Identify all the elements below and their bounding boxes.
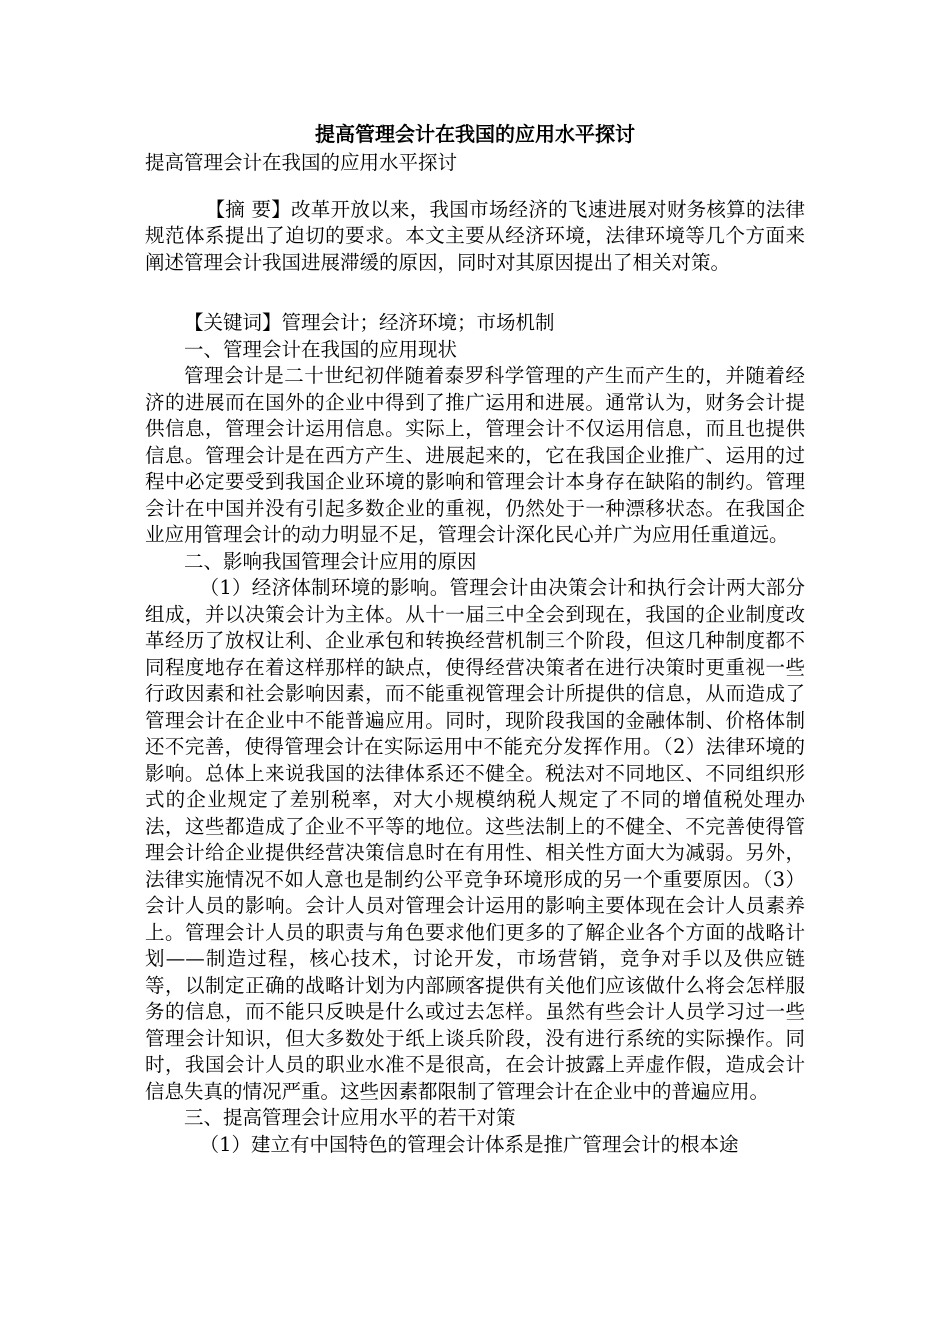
document-subtitle: 提高管理会计在我国的应用水平探讨 bbox=[145, 151, 458, 174]
keywords-line: 【关键词】管理会计；经济环境；市场机制 bbox=[184, 311, 555, 334]
section-1-body: 管理会计是二十世纪初伴随着泰罗科学管理的产生而产生的，并随着经济的进展而在国外的企业中得到了推广运用和进展。通常认为，财务会计提供信息，管理会计运用信息。实际上，管理会计不仅运用信息，而且也提供信息。管理会计是在西方产生、进展起来的，它在我国企业推广、运用的过程中必定要受到我国企业环境的影响和管理会计本身存在缺陷的制约。管理会计在中国并没有引起多数企业的重视，仍然处于一种漂移状态。在我国企业应用管理会计的动力明显不足，管理会计深化民心并广为应用任重道远。 bbox=[145, 364, 805, 546]
document-title: 提高管理会计在我国的应用水平探讨 bbox=[315, 122, 635, 146]
section-2-body: （1）经济体制环境的影响。管理会计由决策会计和执行会计两大部分组成，并以决策会计为主体。从十一届三中全会到现在，我国的企业制度改革经历了放权让利、企业承包和转换经营机制三个阶段，但这几种制度都不同程度地存在着这样那样的缺点，使得经营决策者在进行决策时更重视一些行政因素和社会影响因素，而不能重视管理会计所提供的信息，从而造成了管理会计在企业中不能普遍应用。同时，现阶段我国的金融体制、价格体制还不完善，使得管理会计在实际运用中不能充分发挥作用。（2）法律环境的影响。总体上来说我国的法律体系还不健全。税法对不同地区、不同组织形式的企业规定了差别税率，对大小规模纳税人规定了不同的增值税处理办法，这些都造成了企业不平等的地位。这些法制上的不健全、不完善使得管理会计给企业提供经营决策信息时在有用性、相关性方面大为减弱。另外，法律实施情况不如人意也是制约公平竞争环境形成的另一个重要原因。（3）会计人员的影响。会计人员对管理会计运用的影响主要体现在会计人员素养上。管理会计人员的职责与角色要求他们更多的了解企业各个方面的战略计划——制造过程，核心技术，讨论开发，市场营销，竞争对手以及供应链等，以制定正确的战略计划为内部顾客提供有关他们应该做什么将会怎样服务的信息，而不能只反映是什么或过去怎样。虽然有些会计人员学习过一些管理会计知识，但大多数处于纸上谈兵阶段，没有进行系统的实际操作。同时，我国会计人员的职业水准不是很高，在会计披露上弄虚作假，造成会计信息失真的情况严重。这些因素都限制了管理会计在企业中的普遍应用。 bbox=[145, 576, 805, 1103]
section-3-body: （1）建立有中国特色的管理会计体系是推广管理会计的根本途 bbox=[199, 1132, 739, 1156]
abstract-paragraph: 【摘 要】改革开放以来，我国市场经济的飞速进展对财务核算的法律规范体系提出了迫切的要求。本文主要从经济环境，法律环境等几个方面来阐述管理会计我国进展滞缓的原因，同时对其原因提出了相关对策。 bbox=[145, 197, 805, 274]
section-1-heading: 一、管理会计在我国的应用现状 bbox=[184, 337, 458, 361]
document-content bbox=[145, 120, 805, 1158]
section-3-heading: 三、提高管理会计应用水平的若干对策 bbox=[184, 1106, 516, 1129]
section-2-heading: 二、影响我国管理会计应用的原因 bbox=[184, 549, 477, 573]
